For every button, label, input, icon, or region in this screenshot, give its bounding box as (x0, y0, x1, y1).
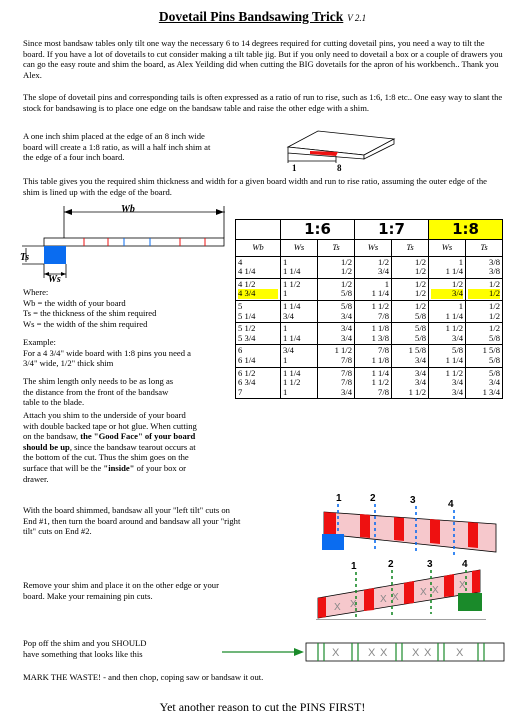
svg-text:X: X (456, 647, 464, 659)
table-intro-paragraph: This table gives you the required shim thickness and width for a given board width and run to rise ratio, assuming the outer edge of the shim is lined up with the edge of the board. (23, 176, 487, 197)
svg-text:X: X (459, 580, 466, 591)
svg-text:X: X (334, 602, 341, 613)
fig2-num-4: 4 (462, 559, 468, 570)
ratio-1-6: 1:6 (281, 220, 355, 240)
board-width-cell: 6 1/2 6 3/4 7 (236, 367, 281, 399)
page-title-row (0, 8, 525, 26)
value-cell: 1 5/8 5/8 (466, 345, 503, 367)
dimension-diagram (20, 202, 225, 284)
board-label-8: 8 (337, 163, 342, 173)
value-cell: 5/8 3/4 (318, 300, 355, 322)
value-cell: 1 1 1/4 (281, 323, 318, 345)
svg-text:X: X (380, 594, 387, 605)
ratio-header-row (236, 220, 503, 240)
step-3-figure (220, 640, 520, 664)
attach-text: Attach you shim to the underside of your board with double backed tape or hot glue. When cutting on the bandsaw, the "Good Face" of your board should be up, since the bandsaw tearout occurs at the bottom of the cut. Thus the shim goes on the surface that will be the "inside" of your box or drawer. (23, 410, 197, 484)
board-shim-figure (282, 123, 402, 175)
value-cell: 7/8 7/8 3/4 (318, 367, 355, 399)
shim-ratio-table (235, 219, 503, 399)
board-width-cell: 4 1/2 4 3/4 (236, 278, 281, 300)
value-cell: 1 1/2 7/8 (318, 345, 355, 367)
value-cell: 1 1/2 1 (281, 278, 318, 300)
intro-paragraph: Since most bandsaw tables only tilt one way the necessary 6 to 14 degrees required for cutting dovetail pins, you need a way to tilt the board. If you have a lot of dovetails to cut consider making a tilt table jig. But if you only need to dovetail a box or a couple of drawers you can go the easy route and shim the board, as Alex Yeilding did when cutting the BIG dovetails for the apron of his workbench.. Thank you Alex. (23, 38, 503, 80)
step-1-text: With the board shimmed, bandsaw all your "left tilt" cuts on End #1, then turn the board around and bandsaw all your "right tilt" cuts on End #2. (23, 505, 241, 537)
fig1-num-1: 1 (336, 493, 342, 504)
svg-text:X: X (412, 647, 420, 659)
table-row (236, 323, 503, 345)
board-label-1: 1 (292, 163, 297, 173)
legend-text: Where: Wb = the width of your board Ts = the thickness of the shim required Ws = the width of the shim required (23, 287, 157, 329)
diagram-board (44, 238, 224, 246)
svg-text:X: X (332, 647, 340, 659)
footer-text: Yet another reason to cut the PINS FIRST! (159, 700, 366, 714)
value-cell: 1 1/8 1 3/8 (355, 323, 392, 345)
value-cell: 1/2 5/8 (392, 300, 429, 322)
svg-text:X: X (392, 592, 399, 603)
value-cell: 1 1/4 1 1/2 7/8 (355, 367, 392, 399)
example-text: Example: For a 4 3/4" wide board with 1:8 pins you need a 3/4" wide, 1/2" thick shim (23, 337, 191, 369)
board-width-cell: 5 5 1/4 (236, 300, 281, 322)
value-cell: 1/2 1/2 (466, 300, 503, 322)
ratio-1-7: 1:7 (355, 220, 429, 240)
table-row (236, 367, 503, 399)
value-cell: 3/4 3/4 1 1/2 (392, 367, 429, 399)
value-cell: 1/2 5/8 (318, 278, 355, 300)
value-cell: 1 1/4 3/4 (281, 300, 318, 322)
wb-label: Wb (121, 204, 135, 215)
shim-example-text: A one inch shim placed at the edge of an 8 inch wide board will create a 1:8 ratio, as will a half inch shim at the edge of a four inch board. (23, 131, 211, 163)
fig2-num-2: 2 (388, 559, 394, 570)
value-cell: 3/4 1 (281, 345, 318, 367)
fig2-board (318, 570, 480, 618)
value-cell: 1/2 1/2 (318, 256, 355, 278)
fig1-num-2: 2 (370, 493, 376, 504)
value-cell: 1 1 1/4 (429, 300, 466, 322)
page-title: Dovetail Pins Bandsawing Trick (158, 9, 344, 24)
board-width-cell: 4 4 1/4 (236, 256, 281, 278)
shim-length-text: The shim length only needs to be as long as the distance from the front of the bandsaw table to the blade. (23, 376, 174, 408)
table-row (236, 256, 503, 278)
version-label: V 2.1 (347, 13, 367, 23)
value-cell: 1 1/2 7/8 (355, 300, 392, 322)
table-row (236, 345, 503, 367)
mark-waste-text: MARK THE WASTE! - and then chop, coping saw or bandsaw it out. (23, 672, 264, 682)
value-cell: 1/2 3/4 (355, 256, 392, 278)
fig1-num-4: 4 (448, 499, 454, 510)
value-cell: 1 1/2 3/4 3/4 (429, 367, 466, 399)
step-2-figure (304, 558, 504, 620)
ratio-1-8: 1:8 (429, 220, 503, 240)
value-cell: 1/2 1/2 (466, 278, 503, 300)
value-cell: 1 1 1/4 (281, 256, 318, 278)
value-cell: 5/8 1 1/4 (429, 345, 466, 367)
diagram-shim (44, 246, 66, 264)
value-cell: 7/8 1 1/8 (355, 345, 392, 367)
value-cell: 1 1 1/4 (355, 278, 392, 300)
step-3-text: Pop off the shim and you SHOULD have something that looks like this (23, 638, 147, 659)
table-row (236, 300, 503, 322)
svg-text:X: X (368, 647, 376, 659)
value-cell: 1/2 5/8 (466, 323, 503, 345)
fig1-num-3: 3 (410, 495, 416, 506)
table-row (236, 278, 503, 300)
ws-label: Ws (48, 274, 61, 284)
svg-text:X: X (350, 599, 357, 610)
value-cell: 1/2 3/4 (429, 278, 466, 300)
value-cell: 1 1 1/4 (429, 256, 466, 278)
value-cell: 1 1/2 3/4 (429, 323, 466, 345)
ts-label: Ts (20, 252, 30, 263)
svg-text:X: X (380, 647, 388, 659)
svg-text:X: X (432, 585, 439, 596)
value-cell: 1 5/8 3/4 (392, 345, 429, 367)
value-cell: 1/2 1/2 (392, 278, 429, 300)
svg-text:X: X (420, 587, 427, 598)
step-2-text: Remove your shim and place it on the other edge or your board. Make your remaining pin cuts. (23, 580, 219, 601)
value-cell: 1/2 1/2 (392, 256, 429, 278)
fig2-num-3: 3 (427, 559, 433, 570)
fig1-shim (322, 534, 344, 550)
step-1-figure (310, 490, 510, 560)
value-cell: 5/8 5/8 (392, 323, 429, 345)
column-header-row: Wb Ws Ts Ws Ts Ws Ts (236, 240, 503, 257)
svg-text:X: X (424, 647, 432, 659)
board-width-cell: 5 1/2 5 3/4 (236, 323, 281, 345)
value-cell: 5/8 3/4 1 3/4 (466, 367, 503, 399)
fig2-num-1: 1 (351, 561, 357, 572)
value-cell: 1 1/4 1 1/2 1 (281, 367, 318, 399)
fig2-shim (458, 593, 482, 611)
board-width-cell: 6 6 1/4 (236, 345, 281, 367)
value-cell: 3/4 3/4 (318, 323, 355, 345)
slope-paragraph: The slope of dovetail pins and corresponding tails is often expressed as a ratio of run to rise, such as 1:6, 1:8 etc.. One easy way to slant the stock for bandsawing is to place one edge on the bandsaw table and raise the other edge with a shim. (23, 92, 503, 113)
value-cell: 3/8 3/8 (466, 256, 503, 278)
